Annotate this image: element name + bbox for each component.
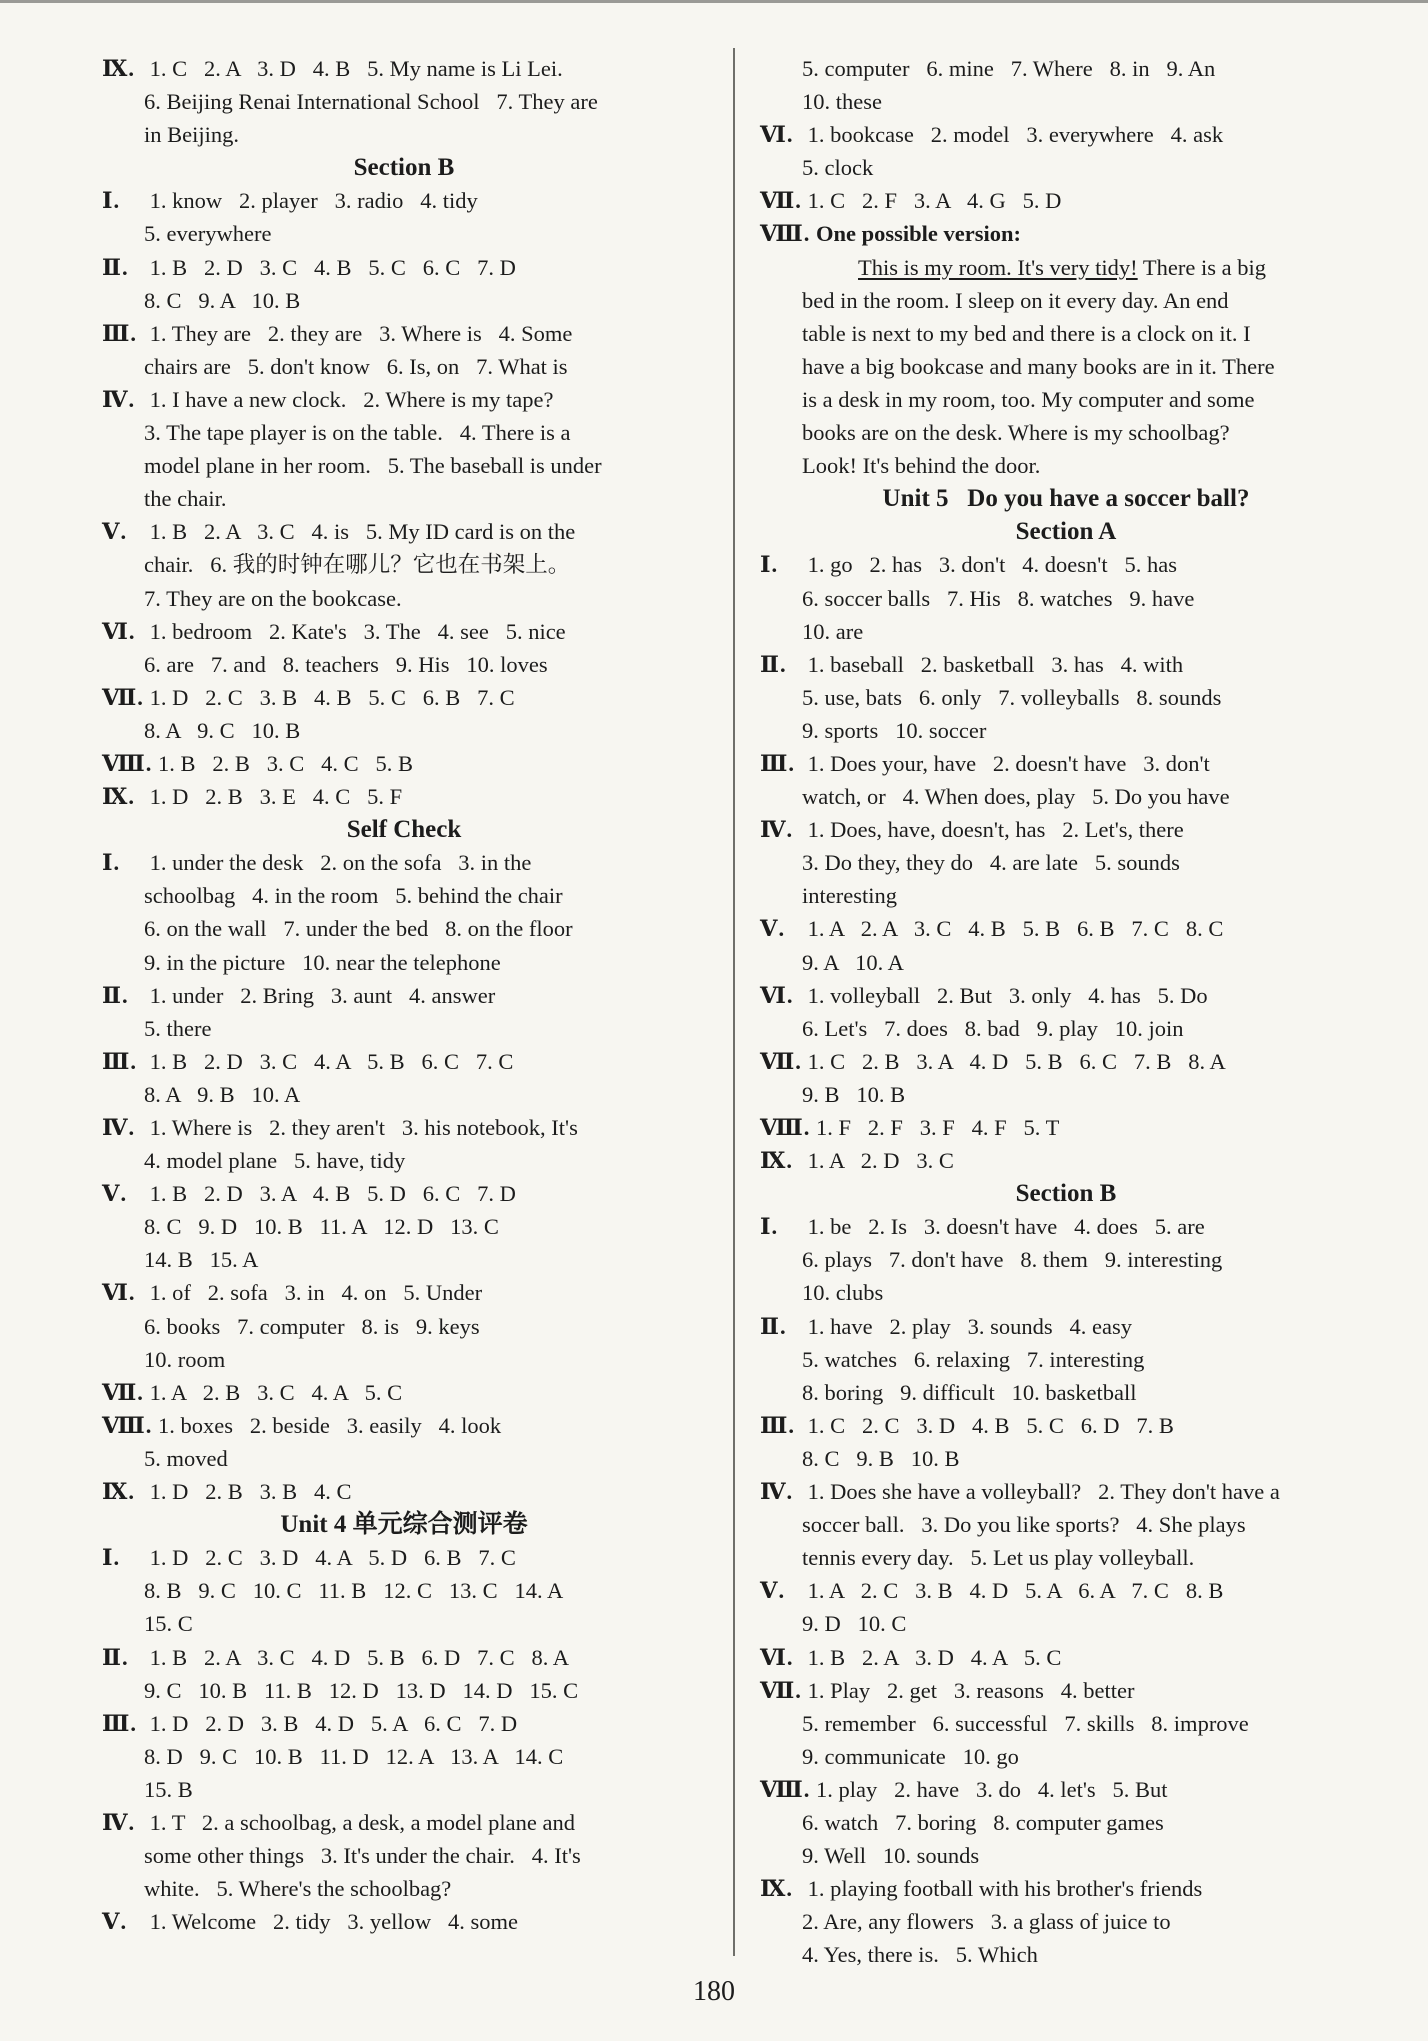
top-rule — [0, 0, 1428, 3]
line-text: Section B — [353, 154, 455, 182]
line-text: table is next to my bed and there is a clock on it. I — [802, 320, 1251, 346]
roman-numeral: Ⅸ. — [760, 1876, 793, 1902]
answer-line — [760, 416, 1372, 449]
answer-line — [760, 1012, 1372, 1045]
line-text: 7. They are on the bookcase. — [144, 585, 402, 611]
line-text: Unit 4 单元综合测评卷 — [280, 1511, 528, 1539]
line-text: 1. A 2. D 3. C — [802, 1148, 954, 1174]
answer-line — [760, 582, 1372, 615]
roman-numeral: Ⅳ. — [102, 1809, 136, 1835]
answer-line — [102, 1905, 706, 1938]
line-text: 10. these — [802, 89, 882, 115]
right-column — [760, 52, 1372, 1971]
answer-line — [102, 482, 706, 515]
line-text: 1. play 2. have 3. do 4. let's 5. But — [810, 1776, 1168, 1802]
line-text: 9. C 10. B 11. B 12. D 13. D 14. D 15. C — [144, 1677, 579, 1703]
line-text: 10. clubs — [802, 1280, 884, 1306]
line-text: 9. A 10. A — [802, 949, 904, 975]
line-text: 1. C 2. F 3. A 4. G 5. D — [802, 188, 1062, 214]
answer-line — [760, 1806, 1372, 1839]
answer-line — [102, 1376, 706, 1409]
answer-line — [760, 1905, 1372, 1938]
line-text: tennis every day. 5. Let us play volleyball. — [802, 1545, 1195, 1571]
line-text: schoolbag 4. in the room 5. behind the chair — [144, 883, 563, 909]
answer-line — [760, 1938, 1372, 1971]
roman-numeral: Ⅶ. — [760, 188, 802, 214]
roman-numeral: Ⅱ. — [102, 1644, 129, 1670]
answer-line — [102, 1144, 706, 1177]
line-text: 1. baseball 2. basketball 3. has 4. with — [802, 651, 1184, 677]
answer-line — [102, 1839, 706, 1872]
line-text: Section B — [1015, 1180, 1117, 1208]
line-text: 5. moved — [144, 1445, 228, 1471]
answer-line — [760, 1343, 1372, 1376]
answer-line — [760, 648, 1372, 681]
answer-line — [760, 780, 1372, 813]
answer-line — [102, 1872, 706, 1905]
answer-line — [102, 1773, 706, 1806]
roman-numeral: Ⅵ. — [102, 1280, 136, 1306]
line-text: 8. A 9. B 10. A — [144, 1081, 301, 1107]
line-text: 1. Play 2. get 3. reasons 4. better — [802, 1677, 1135, 1703]
line-text: 5. computer 6. mine 7. Where 8. in 9. An — [802, 56, 1216, 81]
answer-line — [760, 1839, 1372, 1872]
roman-numeral: Ⅶ. — [102, 1379, 144, 1405]
line-text: the chair. — [144, 486, 227, 512]
line-text: is a desk in my room, too. My computer and some — [802, 386, 1255, 412]
answer-line — [760, 1475, 1372, 1508]
line-text: 1. C 2. B 3. A 4. D 5. B 6. C 7. B 8. A — [802, 1048, 1226, 1074]
answer-line — [102, 1475, 706, 1508]
roman-numeral: Ⅱ. — [102, 982, 129, 1008]
answer-line — [760, 548, 1372, 581]
answer-line — [102, 1707, 706, 1740]
roman-numeral: Ⅷ. — [760, 221, 811, 247]
roman-numeral: Ⅲ. — [102, 1048, 138, 1074]
line-text: 1. D 2. C 3. B 4. B 5. C 6. B 7. C — [144, 684, 515, 710]
answer-line — [102, 1740, 706, 1773]
line-text: 1. They are 2. they are 3. Where is 4. Some — [144, 320, 573, 346]
answer-line — [102, 912, 706, 945]
answer-line — [102, 1078, 706, 1111]
answer-line — [760, 449, 1372, 482]
line-text: 1. T 2. a schoolbag, a desk, a model plane and — [144, 1809, 575, 1835]
answer-line — [760, 1310, 1372, 1343]
answer-line — [102, 1210, 706, 1243]
answer-line — [760, 1376, 1372, 1409]
line-text: 9. communicate 10. go — [802, 1743, 1019, 1769]
answer-line — [102, 217, 706, 250]
line-text: Unit 5 Do you have a soccer ball? — [882, 485, 1250, 513]
line-text: 1. B 2. A 3. D 4. A 5. C — [802, 1644, 1062, 1670]
line-text: 5. clock — [802, 155, 874, 181]
answer-line — [760, 1276, 1372, 1309]
line-text: 1. Welcome 2. tidy 3. yellow 4. some — [144, 1909, 518, 1935]
roman-numeral: Ⅷ. — [102, 1412, 153, 1438]
section-heading — [102, 1508, 706, 1541]
line-text: 1. B 2. A 3. C 4. D 5. B 6. D 7. C 8. A — [144, 1644, 570, 1670]
roman-numeral: Ⅸ. — [102, 784, 135, 810]
roman-numeral: Ⅲ. — [760, 1412, 796, 1438]
roman-numeral: Ⅸ. — [102, 56, 135, 81]
line-text: 1. A 2. A 3. C 4. B 5. B 6. B 7. C 8. C — [802, 916, 1224, 942]
line-text: model plane in her room. 5. The baseball is under — [144, 453, 602, 479]
line-text: some other things 3. It's under the chair. 4. It's — [144, 1843, 581, 1869]
line-text: 1. B 2. A 3. C 4. is 5. My ID card is on the — [144, 519, 576, 545]
line-text: 3. Do they, they do 4. are late 5. sounds — [802, 850, 1180, 876]
line-text: 9. in the picture 10. near the telephone — [144, 949, 501, 975]
roman-numeral: Ⅶ. — [760, 1048, 802, 1074]
line-text: 6. Let's 7. does 8. bad 9. play 10. join — [802, 1015, 1184, 1041]
answer-line — [760, 1574, 1372, 1607]
answer-line — [102, 449, 706, 482]
answer-line — [102, 1276, 706, 1309]
line-text: 15. B — [144, 1776, 193, 1802]
roman-numeral: Ⅶ. — [760, 1677, 802, 1703]
line-text: 6. on the wall 7. under the bed 8. on the floor — [144, 916, 573, 942]
line-text: 1. D 2. B 3. B 4. C — [144, 1479, 352, 1505]
line-text: One possible version: — [810, 221, 1022, 247]
answer-line — [102, 1177, 706, 1210]
roman-numeral: Ⅴ. — [760, 1578, 786, 1604]
answer-line — [102, 714, 706, 747]
roman-numeral: Ⅰ. — [102, 850, 121, 876]
answer-line — [102, 85, 706, 118]
answer-line — [760, 1210, 1372, 1243]
line-text: 1. B 2. B 3. C 4. C 5. B — [152, 750, 414, 776]
answer-line — [760, 118, 1372, 151]
line-text: have a big bookcase and many books are in it. There — [802, 353, 1275, 379]
roman-numeral: Ⅰ. — [760, 1214, 779, 1240]
roman-numeral: Ⅸ. — [760, 1148, 793, 1174]
line-text: chairs are 5. don't know 6. Is, on 7. What is — [144, 353, 568, 379]
line-text: 10. room — [144, 1346, 226, 1372]
answer-line — [760, 846, 1372, 879]
answer-line — [760, 52, 1372, 85]
answer-line — [102, 879, 706, 912]
line-text: 1. Does your, have 2. doesn't have 3. don't — [802, 750, 1210, 776]
line-text: 5. there — [144, 1015, 212, 1041]
line-text: 6. are 7. and 8. teachers 9. His 10. loves — [144, 651, 548, 677]
answer-line — [102, 1541, 706, 1574]
line-text: 1. of 2. sofa 3. in 4. on 5. Under — [144, 1280, 483, 1306]
roman-numeral: Ⅰ. — [102, 1545, 121, 1571]
answer-line — [760, 1740, 1372, 1773]
roman-numeral: Ⅴ. — [102, 1181, 128, 1207]
line-text: Self Check — [346, 816, 462, 844]
line-text: 1. D 2. C 3. D 4. A 5. D 6. B 7. C — [144, 1545, 516, 1571]
answer-line — [760, 1773, 1372, 1806]
answer-line — [102, 1574, 706, 1607]
line-text: 6. plays 7. don't have 8. them 9. interesting — [802, 1247, 1223, 1273]
answer-line — [760, 879, 1372, 912]
roman-numeral: Ⅲ. — [102, 1710, 138, 1736]
answer-line — [760, 747, 1372, 780]
line-text: 1. boxes 2. beside 3. easily 4. look — [152, 1412, 502, 1438]
line-text: 8. B 9. C 10. C 11. B 12. C 13. C 14. A — [144, 1578, 564, 1604]
line-text: interesting — [802, 883, 897, 909]
underlined-topic-sentence: This is my room. It's very tidy! — [858, 254, 1138, 280]
answer-line — [102, 1806, 706, 1839]
line-text: 10. are — [802, 618, 864, 644]
answer-line — [760, 1144, 1372, 1177]
line-text: 8. A 9. C 10. B — [144, 717, 301, 743]
line-text: 6. soccer balls 7. His 8. watches 9. have — [802, 585, 1195, 611]
answer-line — [760, 1442, 1372, 1475]
line-text: There is a big — [1137, 254, 1266, 280]
line-text: 2. Are, any flowers 3. a glass of juice to — [802, 1909, 1171, 1935]
answer-line — [760, 1111, 1372, 1144]
answer-line — [760, 979, 1372, 1012]
line-text: 1. volleyball 2. But 3. only 4. has 5. Do — [802, 982, 1208, 1008]
answer-line — [102, 747, 706, 780]
answer-line — [760, 681, 1372, 714]
line-text: 9. sports 10. soccer — [802, 717, 987, 743]
roman-numeral: Ⅵ. — [760, 122, 794, 148]
roman-numeral: Ⅱ. — [760, 1313, 787, 1339]
roman-numeral: Ⅵ. — [102, 618, 136, 644]
line-text: 1. be 2. Is 3. doesn't have 4. does 5. are — [802, 1214, 1205, 1240]
roman-numeral: Ⅳ. — [102, 1115, 136, 1140]
roman-numeral: Ⅸ. — [102, 1479, 135, 1505]
answer-line — [760, 1872, 1372, 1905]
roman-numeral: Ⅴ. — [102, 1909, 128, 1935]
line-text: 1. F 2. F 3. F 4. F 5. T — [810, 1115, 1060, 1140]
line-text: 6. books 7. computer 8. is 9. keys — [144, 1313, 480, 1339]
line-text: 9. D 10. C — [802, 1611, 907, 1637]
line-text: 4. model plane 5. have, tidy — [144, 1148, 406, 1174]
line-text: soccer ball. 3. Do you like sports? 4. She plays — [802, 1512, 1246, 1538]
line-text: 1. D 2. B 3. E 4. C 5. F — [144, 784, 403, 810]
roman-numeral: Ⅰ. — [102, 188, 121, 214]
line-text: 1. know 2. player 3. radio 4. tidy — [144, 188, 478, 214]
line-text: 8. D 9. C 10. B 11. D 12. A 13. A 14. C — [144, 1743, 564, 1769]
line-text: 8. C 9. B 10. B — [802, 1445, 960, 1471]
line-text: bed in the room. I sleep on it every day. An end — [802, 287, 1229, 313]
line-text: 8. boring 9. difficult 10. basketball — [802, 1379, 1137, 1405]
roman-numeral: Ⅷ. — [760, 1776, 811, 1802]
answer-line — [760, 251, 1372, 284]
answer-line — [760, 85, 1372, 118]
line-text: 1. go 2. has 3. don't 4. doesn't 5. has — [802, 552, 1177, 578]
section-heading — [760, 1177, 1372, 1210]
line-text: 1. B 2. D 3. C 4. B 5. C 6. C 7. D — [144, 254, 516, 280]
line-text: 5. watches 6. relaxing 7. interesting — [802, 1346, 1145, 1372]
answer-line — [760, 151, 1372, 184]
section-heading — [760, 482, 1372, 515]
line-text: 1. B 2. D 3. C 4. A 5. B 6. C 7. C — [144, 1048, 514, 1074]
line-text: 1. B 2. D 3. A 4. B 5. D 6. C 7. D — [144, 1181, 516, 1207]
answer-line — [102, 184, 706, 217]
line-text: 1. Where is 2. they aren't 3. his notebook, It's — [144, 1115, 578, 1140]
answer-line — [760, 217, 1372, 250]
answer-line — [102, 317, 706, 350]
answer-line — [102, 1111, 706, 1144]
line-text: 1. under the desk 2. on the sofa 3. in the — [144, 850, 532, 876]
answer-line — [760, 714, 1372, 747]
line-text: 1. C 2. C 3. D 4. B 5. C 6. D 7. B — [802, 1412, 1174, 1438]
line-text: 1. Does, have, doesn't, has 2. Let's, there — [802, 817, 1184, 843]
line-text: Section A — [1015, 518, 1117, 546]
answer-line — [760, 1541, 1372, 1574]
answer-line — [102, 1607, 706, 1640]
line-text: 9. B 10. B — [802, 1081, 906, 1107]
line-text: chair. 6. 我的时钟在哪儿？它也在书架上。 — [144, 552, 571, 578]
roman-numeral: Ⅷ. — [102, 750, 153, 776]
answer-line — [102, 548, 706, 581]
line-text: 1. Does she have a volleyball? 2. They don't have a — [802, 1479, 1280, 1505]
answer-line — [760, 1409, 1372, 1442]
answer-line — [760, 946, 1372, 979]
line-text: 9. Well 10. sounds — [802, 1843, 980, 1869]
roman-numeral: Ⅴ. — [760, 916, 786, 942]
answer-line — [760, 1045, 1372, 1078]
line-text: 3. The tape player is on the table. 4. There is a — [144, 420, 571, 446]
answer-line — [102, 1045, 706, 1078]
roman-numeral: Ⅰ. — [760, 552, 779, 578]
line-text: 14. B 15. A — [144, 1247, 259, 1273]
line-text: 8. C 9. A 10. B — [144, 287, 301, 313]
answer-line — [760, 1508, 1372, 1541]
line-text: 15. C — [144, 1611, 193, 1637]
answer-line — [102, 946, 706, 979]
answer-line — [102, 648, 706, 681]
answer-line — [760, 317, 1372, 350]
line-text: 1. have 2. play 3. sounds 4. easy — [802, 1313, 1132, 1339]
answer-line — [102, 979, 706, 1012]
line-text: 1. under 2. Bring 3. aunt 4. answer — [144, 982, 496, 1008]
line-text: 5. remember 6. successful 7. skills 8. improve — [802, 1710, 1249, 1736]
answer-line — [102, 1343, 706, 1376]
line-text: Look! It's behind the door. — [802, 453, 1041, 479]
answer-line — [102, 350, 706, 383]
answer-line — [760, 1243, 1372, 1276]
answer-line — [102, 416, 706, 449]
answer-line — [102, 1310, 706, 1343]
section-heading — [102, 151, 706, 184]
line-text: 1. A 2. B 3. C 4. A 5. C — [144, 1379, 403, 1405]
section-heading — [760, 515, 1372, 548]
roman-numeral: Ⅲ. — [102, 320, 138, 346]
answer-line — [102, 780, 706, 813]
line-text: 1. playing football with his brother's friends — [802, 1876, 1203, 1902]
line-text: 1. C 2. A 3. D 4. B 5. My name is Li Lei. — [144, 56, 563, 81]
answer-line — [102, 1243, 706, 1276]
answer-line — [102, 582, 706, 615]
answer-line — [760, 813, 1372, 846]
answer-line — [760, 1078, 1372, 1111]
answer-line — [102, 251, 706, 284]
line-text: 1. bedroom 2. Kate's 3. The 4. see 5. nice — [144, 618, 566, 644]
line-text: in Beijing. — [144, 122, 239, 148]
answer-line — [102, 1442, 706, 1475]
line-text: 1. bookcase 2. model 3. everywhere 4. ask — [802, 122, 1224, 148]
answer-line — [102, 515, 706, 548]
roman-numeral: Ⅷ. — [760, 1115, 811, 1140]
answer-line — [102, 52, 706, 85]
answer-line — [102, 681, 706, 714]
roman-numeral: Ⅲ. — [760, 750, 796, 776]
line-text: 4. Yes, there is. 5. Which — [802, 1942, 1038, 1968]
line-text: watch, or 4. When does, play 5. Do you have — [802, 784, 1230, 810]
line-text: 1. I have a new clock. 2. Where is my tape? — [144, 386, 554, 412]
line-text: 8. C 9. D 10. B 11. A 12. D 13. C — [144, 1214, 499, 1240]
section-heading — [102, 813, 706, 846]
left-column — [102, 52, 706, 1938]
answer-line — [760, 350, 1372, 383]
line-text: 1. A 2. C 3. B 4. D 5. A 6. A 7. C 8. B — [802, 1578, 1224, 1604]
line-text: books are on the desk. Where is my schoolbag? — [802, 420, 1230, 446]
roman-numeral: Ⅱ. — [760, 651, 787, 677]
line-text: 5. everywhere — [144, 221, 272, 247]
answer-line — [760, 184, 1372, 217]
roman-numeral: Ⅳ. — [760, 817, 794, 843]
answer-line — [760, 912, 1372, 945]
roman-numeral: Ⅳ. — [102, 386, 136, 412]
line-text: 5. use, bats 6. only 7. volleyballs 8. sounds — [802, 684, 1222, 710]
line-text: white. 5. Where's the schoolbag? — [144, 1876, 452, 1902]
page-number: 180 — [693, 1976, 735, 2007]
line-text: 1. D 2. D 3. B 4. D 5. A 6. C 7. D — [144, 1710, 518, 1736]
answer-line — [102, 383, 706, 416]
answer-line — [102, 1641, 706, 1674]
roman-numeral: Ⅵ. — [760, 982, 794, 1008]
answer-line — [760, 284, 1372, 317]
answer-line — [102, 1012, 706, 1045]
line-text: 6. watch 7. boring 8. computer games — [802, 1809, 1164, 1835]
line-text: 6. Beijing Renai International School 7. They are — [144, 89, 598, 115]
answer-line — [760, 1607, 1372, 1640]
roman-numeral: Ⅵ. — [760, 1644, 794, 1670]
roman-numeral: Ⅱ. — [102, 254, 129, 280]
answer-line — [102, 118, 706, 151]
answer-line — [760, 615, 1372, 648]
answer-line — [102, 615, 706, 648]
answer-line — [760, 1707, 1372, 1740]
answer-line — [760, 383, 1372, 416]
column-divider — [733, 48, 735, 1956]
roman-numeral: Ⅴ. — [102, 519, 128, 545]
answer-line — [760, 1674, 1372, 1707]
roman-numeral: Ⅶ. — [102, 684, 144, 710]
answer-line — [102, 284, 706, 317]
answer-line — [760, 1641, 1372, 1674]
answer-line — [102, 1409, 706, 1442]
answer-line — [102, 1674, 706, 1707]
answer-line — [102, 846, 706, 879]
roman-numeral: Ⅳ. — [760, 1479, 794, 1505]
